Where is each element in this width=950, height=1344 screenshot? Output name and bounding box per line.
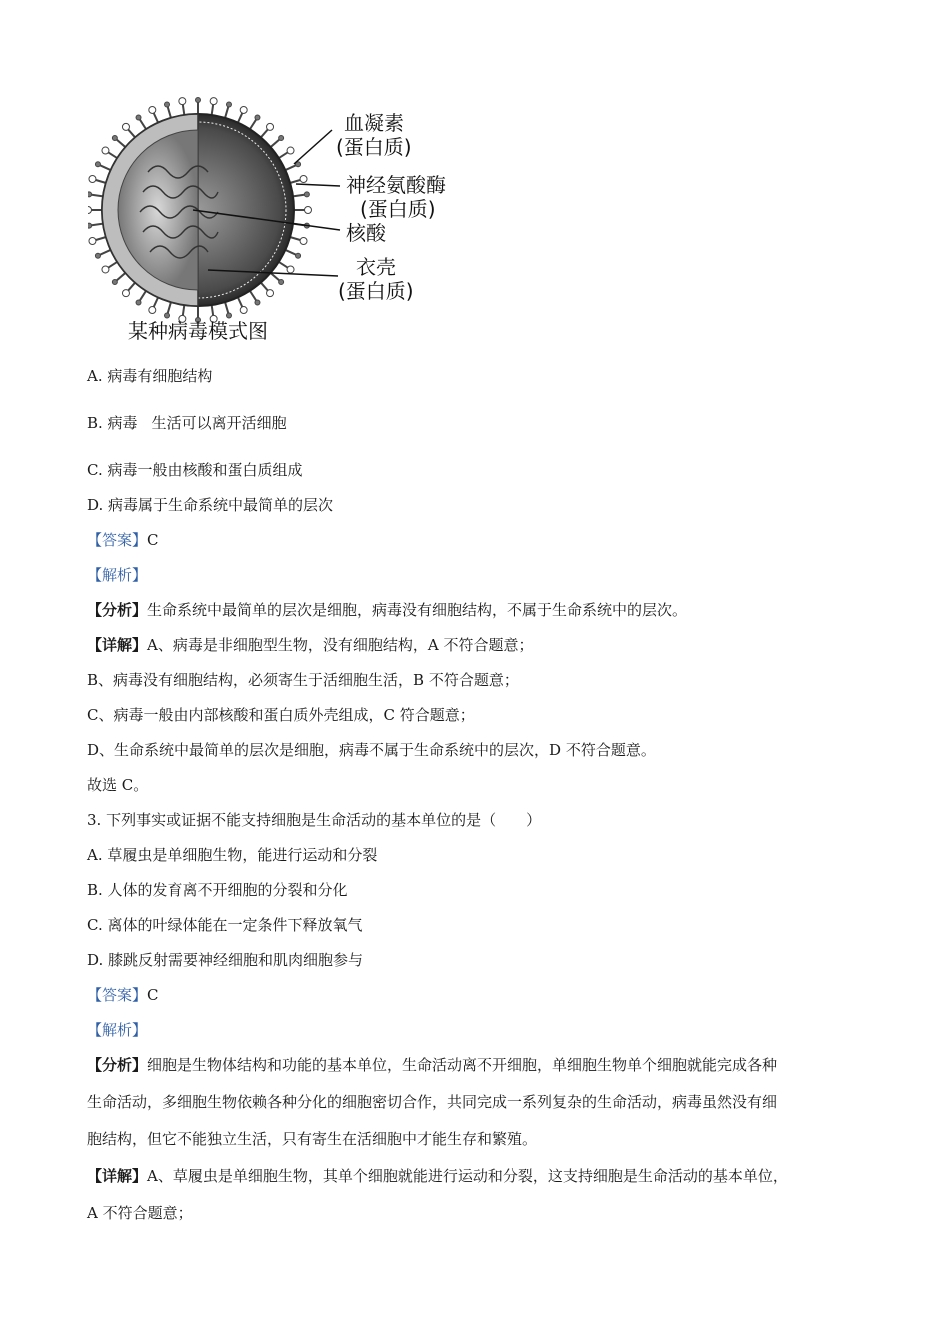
- spike-head: [122, 123, 129, 130]
- q3-xiangjie: [87, 1166, 788, 1186]
- q3-xiangjie-a-2: A 不符合题意；: [87, 1204, 193, 1222]
- q2-fenxi-text: 生命系统中最简单的层次是细胞，病毒没有细胞结构，不属于生命系统中的层次。: [147, 601, 688, 619]
- spike-head: [122, 290, 129, 297]
- q2-xiangjie-c: C、病毒一般由内部核酸和蛋白质外壳组成，C 符合题意；: [87, 706, 475, 724]
- label-hemagglutinin-sub: (蛋白质): [336, 135, 412, 159]
- spike-head: [296, 253, 301, 258]
- spike-head: [267, 123, 274, 130]
- spike-head: [112, 135, 117, 140]
- q2-option-c: C. 病毒一般由核酸和蛋白质组成: [87, 461, 303, 479]
- q2-analysis-tag: 【解析】: [87, 566, 148, 584]
- q2-xiangjie-d: D、生命系统中最简单的层次是细胞，病毒不属于生命系统中的层次，D 不符合题意。: [87, 741, 656, 759]
- spike-head: [267, 290, 274, 297]
- spike-head: [279, 135, 284, 140]
- q3-analysis-tag: 【解析】: [87, 1021, 148, 1039]
- q3-fenxi-tag: 【分析】: [87, 1056, 148, 1074]
- q3-option-c: C. 离体的叶绿体能在一定条件下释放氧气: [87, 916, 363, 934]
- q3-option-b: B. 人体的发育离不开细胞的分裂和分化: [87, 881, 348, 899]
- q3-answer: [87, 985, 159, 1005]
- q3-fenxi-text-3: 胞结构，但它不能独立生活，只有寄生在活细胞中才能生存和繁殖。: [87, 1130, 538, 1148]
- q2-answer-tag: 【答案】: [87, 531, 148, 549]
- spike-head: [88, 223, 92, 228]
- spike-head: [102, 266, 109, 273]
- spike-head: [300, 176, 307, 183]
- q3-answer-tag: 【答案】: [87, 986, 148, 1004]
- spike-head: [287, 266, 294, 273]
- q2-option-d: D. 病毒属于生命系统中最简单的层次: [87, 496, 334, 514]
- q3-option-d: D. 膝跳反射需要神经细胞和肌肉细胞参与: [87, 951, 364, 969]
- spike-head: [89, 237, 96, 244]
- q3-fenxi: [87, 1055, 777, 1075]
- spike-head: [304, 192, 309, 197]
- spike-head: [255, 300, 260, 305]
- q2-option-b: [87, 413, 287, 433]
- figure-caption: 某种病毒模式图: [128, 319, 268, 343]
- label-nucleic-acid: 核酸: [346, 221, 386, 245]
- spike-head: [226, 313, 231, 318]
- spike-head: [226, 102, 231, 107]
- spike-head: [112, 280, 117, 285]
- label-capsid-sub: (蛋白质): [338, 279, 414, 303]
- spike-head: [279, 280, 284, 285]
- q2-fenxi-tag: 【分析】: [87, 601, 148, 619]
- label-neuraminidase-sub: (蛋白质): [360, 197, 436, 221]
- q3-xiangjie-tag: 【详解】: [87, 1167, 148, 1185]
- q3-xiangjie-a-1: A、草履虫是单细胞生物，其单个细胞就能进行运动和分裂，这支持细胞是生命活动的基本单位，: [147, 1167, 788, 1185]
- q2-answer-value: C: [147, 531, 159, 549]
- q2-xiangjie: [87, 635, 533, 655]
- spike-head: [240, 106, 247, 113]
- spike-head: [240, 307, 247, 314]
- spike-head: [255, 115, 260, 120]
- q2-xiangjie-a: A、病毒是非细胞型生物，没有细胞结构，A 不符合题意；: [147, 636, 534, 654]
- q3-option-a: A. 草履虫是单细胞生物，能进行运动和分裂: [87, 846, 378, 864]
- spike-head: [88, 207, 92, 214]
- spike-head: [179, 98, 186, 105]
- q2-option-a: A. 病毒有细胞结构: [87, 367, 213, 385]
- q2-conclusion: 故选 C。: [87, 776, 149, 794]
- spike-head: [165, 102, 170, 107]
- q3-answer-value: C: [147, 986, 159, 1004]
- spike-head: [287, 147, 294, 154]
- spike-head: [149, 307, 156, 314]
- virus-diagram: [88, 92, 478, 352]
- spike-head: [89, 176, 96, 183]
- label-capsid: 衣壳: [356, 255, 396, 279]
- q2-option-b-post: 生活可以离开活细胞: [151, 414, 287, 432]
- spike-head: [95, 162, 100, 167]
- q3-fenxi-text-1: 细胞是生物体结构和功能的基本单位，生命活动离不开细胞，单细胞生物单个细胞就能完成各种: [147, 1056, 778, 1074]
- spike-head: [102, 147, 109, 154]
- spike-head: [305, 207, 312, 214]
- q2-xiangjie-b: B、病毒没有细胞结构，必须寄生于活细胞生活，B 不符合题意；: [87, 671, 519, 689]
- spike-head: [136, 300, 141, 305]
- spike-head: [196, 98, 201, 103]
- spike-head: [95, 253, 100, 258]
- spike-head: [149, 106, 156, 113]
- label-hemagglutinin: 血凝素: [344, 111, 404, 135]
- q2-xiangjie-tag: 【详解】: [87, 636, 148, 654]
- q3-stem: 3. 下列事实或证据不能支持细胞是生命活动的基本单位的是（ ）: [87, 811, 542, 829]
- q3-fenxi-text-2: 生命活动，多细胞生物依赖各种分化的细胞密切合作，共同完成一系列复杂的生命活动，病毒虽然没有细: [87, 1093, 778, 1111]
- spike-head: [210, 98, 217, 105]
- spike-head: [136, 115, 141, 120]
- spike-head: [88, 192, 92, 197]
- q2-answer: [87, 530, 159, 550]
- label-neuraminidase: 神经氨酸酶: [346, 173, 446, 197]
- q2-option-b-pre: B. 病毒: [87, 414, 138, 432]
- spike-head: [300, 237, 307, 244]
- q2-fenxi: [87, 600, 687, 620]
- spike-head: [165, 313, 170, 318]
